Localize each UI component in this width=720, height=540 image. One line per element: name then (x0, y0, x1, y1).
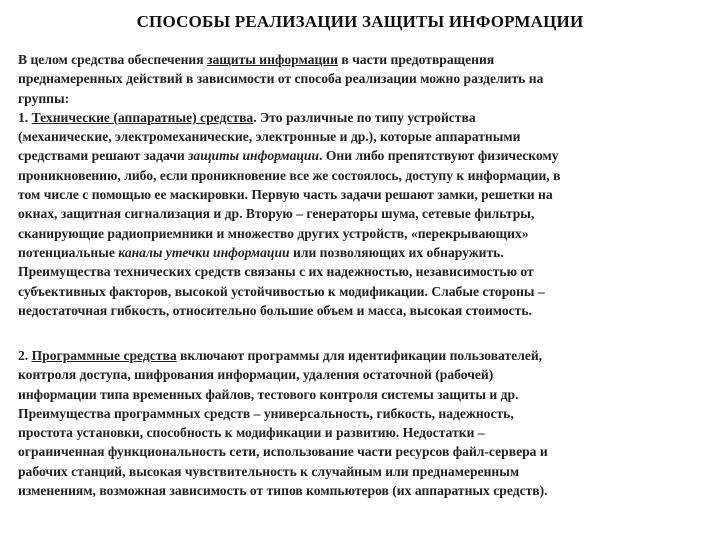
text-segment: потенциальные (18, 244, 119, 260)
text-line: информации типа временных файлов, тестового контроля системы защиты и др. (18, 386, 519, 402)
text-line: (механические, электромеханические, электронные и др.), которые аппаратными (18, 129, 521, 145)
text-line (18, 50, 706, 69)
text-line: субъективных факторов, высокой устойчивостью к модификации. Слабые стороны – (18, 283, 545, 299)
text-line: изменениям, возможная зависимость от типов компьютеров (их аппаратных средств). (18, 483, 548, 499)
text-line: Преимущества программных средств – универсальность, гибкость, надежность, (18, 405, 514, 421)
text-line: рабочих станций, высокая чувствительность к случайным или преднамеренным (18, 463, 520, 479)
text-segment: 1. (18, 109, 32, 125)
text-segment: в части предотвращения (337, 52, 495, 67)
underlined-term: Технические (аппаратные) средства (31, 109, 254, 125)
page-title: СПОСОБЫ РЕАЛИЗАЦИИ ЗАЩИТЫ ИНФОРМАЦИИ (136, 12, 584, 31)
text-segment: В целом средства обеспечения (18, 52, 208, 67)
text-segment: 2. (18, 348, 32, 363)
text-line: Преимущества технических средств связаны с их надежностью, независимостью от (18, 264, 534, 280)
section-technical-means (18, 50, 706, 320)
text-line: ограниченная функциональность сети, использование части ресурсов файл-сервера и (18, 444, 548, 460)
text-segment: включают программы для идентификации пользователей, (176, 348, 543, 363)
underlined-term: Программные средства (31, 348, 177, 363)
text-line (18, 146, 706, 165)
text-segment: средствами решают задачи (18, 148, 189, 164)
text-line: преднамеренных действий в зависимости от способа реализации можно разделить на (18, 71, 544, 87)
italic-term: каналы утечки информации (118, 244, 290, 260)
text-line (18, 243, 706, 262)
text-line: контроля доступа, шифрования информации, удаления остаточной (рабочей) (18, 367, 494, 383)
text-line: окнах, защитная сигнализация и др. Вторую – генераторы шума, сетевые фильтры, (18, 206, 535, 222)
text-line: группы: (18, 90, 70, 106)
section-software-means (18, 346, 706, 500)
text-line (18, 108, 706, 127)
text-line: том числе с помощью ее маскировки. Первую часть задачи решают замки, решетки на (18, 187, 553, 203)
text-line: простота установки, способность к модификации и развитию. Недостатки – (18, 425, 485, 441)
text-line: недостаточная гибкость, относительно большие объем и масса, высокая стоимость. (18, 302, 532, 318)
text-segment: . Они либо препятствуют физическому (319, 148, 559, 164)
text-segment: или позволяющих их обнаружить. (289, 244, 504, 260)
text-segment: . Это различные по типу устройства (253, 109, 476, 125)
underlined-term: защиты информации (207, 52, 338, 67)
italic-term: защиты информации (188, 148, 320, 164)
text-line (18, 346, 706, 365)
text-line: проникновению, либо, если проникновение все же состоялось, доступу к информации, в (18, 167, 561, 183)
text-line: сканирующие радиоприемники и множество других устройств, «перекрывающих» (18, 225, 529, 241)
